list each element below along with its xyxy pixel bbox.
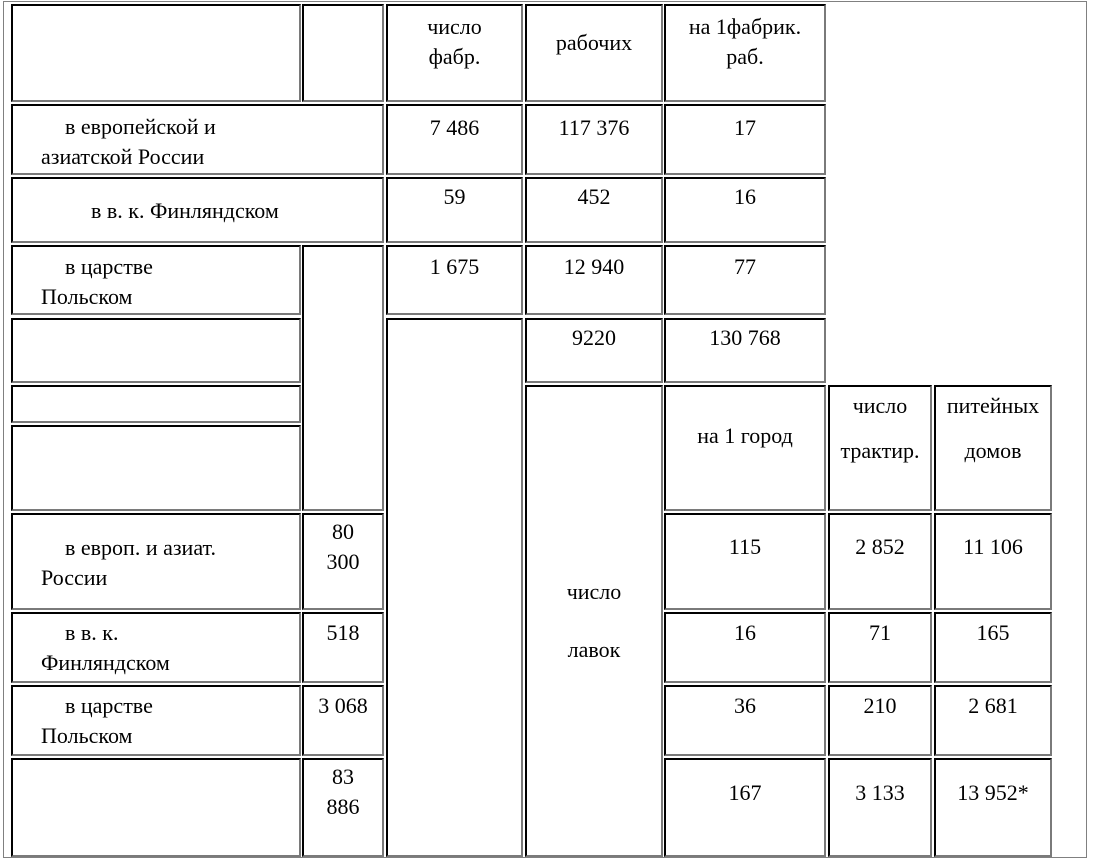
header-line: число — [852, 393, 908, 418]
region-line: в европейской и — [65, 114, 216, 139]
header-line: фабр. — [428, 44, 481, 69]
header-drink-houses — [934, 385, 1052, 511]
total-taverns-cell: 3 133 — [828, 758, 932, 857]
per-city-cell: 16 — [664, 612, 826, 683]
region-line: в царстве — [65, 254, 153, 279]
total-empty-region — [11, 318, 301, 383]
taverns-cell: 2 852 — [828, 513, 932, 610]
taverns-cell: 71 — [828, 612, 932, 683]
total-shops-cell — [302, 758, 384, 857]
factories-cell: 59 — [386, 177, 523, 243]
value-line: 886 — [326, 794, 360, 819]
header-line: число — [566, 579, 622, 604]
factories-cell: 7 486 — [386, 104, 523, 175]
workers-cell: 117 376 — [525, 104, 663, 175]
value-line: 518 — [326, 620, 360, 645]
total-factories-cell: 9220 — [525, 318, 663, 383]
header-line: лавок — [567, 637, 621, 662]
per-city-cell: 115 — [664, 513, 826, 610]
value-line: 300 — [326, 549, 360, 574]
header-line: число — [427, 14, 482, 39]
region-cell — [11, 245, 301, 315]
header-line: на 1фабрик. — [688, 14, 802, 39]
empty-cell — [11, 385, 301, 423]
total-empty-region — [11, 758, 301, 857]
total-drink-houses-cell: 13 952* — [934, 758, 1052, 857]
region-line: азиатской России — [41, 144, 205, 169]
factories-cell: 1 675 — [386, 245, 523, 315]
drink-houses-cell: 11 106 — [934, 513, 1052, 610]
tall-empty-cell — [386, 318, 523, 857]
header-taverns — [828, 385, 932, 511]
drink-houses-cell: 165 — [934, 612, 1052, 683]
workers-cell: 12 940 — [525, 245, 663, 315]
per-factory-cell: 17 — [664, 104, 826, 175]
per-factory-cell: 16 — [664, 177, 826, 243]
region-line: в европ. и азиат. — [65, 535, 216, 560]
header-line: рабочих — [555, 30, 633, 55]
region-line: России — [41, 565, 108, 590]
region-cell — [11, 513, 301, 610]
region-line: Польском — [41, 723, 133, 748]
total-workers-cell: 130 768 — [664, 318, 826, 383]
header-line: питейных — [946, 393, 1040, 418]
header-per-factory — [664, 4, 826, 102]
region-line: в в. к. — [65, 620, 119, 645]
total-per-city-cell: 167 — [664, 758, 826, 857]
shops-cell — [302, 513, 384, 610]
taverns-cell: 210 — [828, 685, 932, 756]
header-line: раб. — [726, 44, 764, 69]
region-cell — [11, 685, 301, 756]
value-line: 80 — [332, 519, 354, 544]
header-line: домов — [964, 438, 1022, 463]
region-cell — [11, 177, 384, 243]
header-empty-region — [11, 4, 301, 102]
region-cell — [11, 612, 301, 683]
per-city-cell: 36 — [664, 685, 826, 756]
region-line: Финляндском — [41, 650, 170, 675]
header-line: трактир. — [840, 438, 920, 463]
shops-cell — [302, 685, 384, 756]
per-factory-cell: 77 — [664, 245, 826, 315]
region-line: в в. к. Финляндском — [91, 198, 279, 223]
value-line: 3 068 — [318, 693, 368, 718]
region-line: Польском — [41, 284, 133, 309]
drink-houses-cell: 2 681 — [934, 685, 1052, 756]
empty-cell — [11, 425, 301, 511]
region-cell — [11, 104, 384, 175]
region-line: в царстве — [65, 693, 153, 718]
shops-cell — [302, 612, 384, 683]
vertical-empty-cell — [302, 245, 384, 511]
shops-count-header — [525, 385, 663, 857]
header-empty-small — [302, 4, 384, 102]
header-workers — [525, 4, 663, 102]
header-per-city — [664, 385, 826, 511]
value-line: 83 — [332, 764, 354, 789]
header-line: на 1 город — [697, 423, 793, 448]
header-factories-count — [386, 4, 523, 102]
workers-cell: 452 — [525, 177, 663, 243]
